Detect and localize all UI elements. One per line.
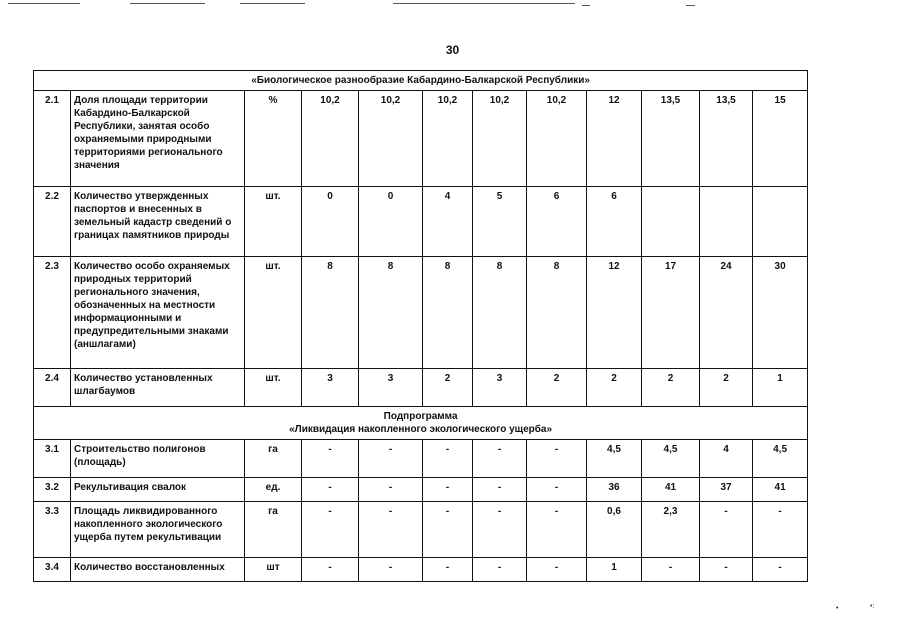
indicator-name: Строительство полигонов (площадь) <box>71 440 245 478</box>
value-cell: 15 <box>753 91 808 187</box>
value-cell: 2 <box>527 369 587 407</box>
scan-artifact-line <box>393 3 575 4</box>
value-cell: 13,5 <box>700 91 753 187</box>
row-number: 3.1 <box>34 440 71 478</box>
value-cell <box>700 187 753 257</box>
value-cell: - <box>302 558 359 582</box>
value-cell: 6 <box>527 187 587 257</box>
value-cell: - <box>302 502 359 558</box>
value-cell: - <box>527 478 587 502</box>
scan-artifact-line <box>130 3 205 4</box>
value-cell: 4 <box>423 187 473 257</box>
value-cell: 10,2 <box>527 91 587 187</box>
value-cell: 41 <box>642 478 700 502</box>
value-cell: 2,3 <box>642 502 700 558</box>
value-cell: - <box>700 502 753 558</box>
indicator-name: Количество особо охраняемых природных территорий регионального значения, обозначенных на местности информационными и предупредительными знаками (аншлагами) <box>71 257 245 369</box>
value-cell: 3 <box>302 369 359 407</box>
value-cell: 2 <box>423 369 473 407</box>
value-cell: - <box>302 440 359 478</box>
scan-artifact-line <box>240 3 305 4</box>
value-cell: 10,2 <box>423 91 473 187</box>
row-number: 2.4 <box>34 369 71 407</box>
table-row <box>34 257 808 369</box>
value-cell: 5 <box>473 187 527 257</box>
value-cell: - <box>423 478 473 502</box>
value-cell: 3 <box>473 369 527 407</box>
value-cell: 6 <box>587 187 642 257</box>
row-number: 3.3 <box>34 502 71 558</box>
scan-artifact-line <box>686 5 695 6</box>
row-number: 2.3 <box>34 257 71 369</box>
value-cell: 2 <box>700 369 753 407</box>
section-row <box>34 71 808 91</box>
value-cell: 4 <box>700 440 753 478</box>
table-body <box>34 71 808 582</box>
value-cell: - <box>423 558 473 582</box>
table-row <box>34 440 808 478</box>
value-cell: - <box>473 558 527 582</box>
value-cell: 37 <box>700 478 753 502</box>
indicator-name: Площадь ликвидированного накопленного экологического ущерба путем рекультивации <box>71 502 245 558</box>
value-cell <box>642 187 700 257</box>
value-cell: 0,6 <box>587 502 642 558</box>
scan-artifact-line <box>8 3 80 4</box>
unit-cell: шт. <box>245 257 302 369</box>
section-row <box>34 407 808 440</box>
subprogram-label: Подпрограмма <box>383 411 458 422</box>
value-cell: - <box>359 478 423 502</box>
value-cell: 8 <box>359 257 423 369</box>
unit-cell: шт. <box>245 369 302 407</box>
value-cell: - <box>359 440 423 478</box>
value-cell: 17 <box>642 257 700 369</box>
scan-mark: • <box>836 605 839 612</box>
value-cell: 4,5 <box>753 440 808 478</box>
scan-artifact-line <box>582 5 590 6</box>
unit-cell: ед. <box>245 478 302 502</box>
value-cell: - <box>753 502 808 558</box>
table-row <box>34 478 808 502</box>
value-cell: 2 <box>642 369 700 407</box>
section-header-cell <box>34 407 808 440</box>
unit-cell: га <box>245 440 302 478</box>
unit-cell: % <box>245 91 302 187</box>
value-cell <box>753 187 808 257</box>
value-cell: 30 <box>753 257 808 369</box>
value-cell: - <box>359 502 423 558</box>
value-cell: - <box>473 478 527 502</box>
value-cell: - <box>753 558 808 582</box>
value-cell: 4,5 <box>587 440 642 478</box>
row-number: 2.2 <box>34 187 71 257</box>
value-cell: 0 <box>302 187 359 257</box>
value-cell: 8 <box>527 257 587 369</box>
value-cell: 4,5 <box>642 440 700 478</box>
value-cell: 10,2 <box>359 91 423 187</box>
value-cell: 8 <box>473 257 527 369</box>
value-cell: - <box>527 558 587 582</box>
value-cell: 41 <box>753 478 808 502</box>
section-header-cell <box>34 71 808 91</box>
row-number: 2.1 <box>34 91 71 187</box>
table-row <box>34 187 808 257</box>
subprogram-title: «Ликвидация накопленного экологического ущерба» <box>289 424 553 435</box>
row-number: 3.2 <box>34 478 71 502</box>
value-cell: 8 <box>423 257 473 369</box>
value-cell: - <box>700 558 753 582</box>
indicator-name: Количество восстановленных <box>71 558 245 582</box>
unit-cell: га <box>245 502 302 558</box>
value-cell: - <box>642 558 700 582</box>
table-row <box>34 558 808 582</box>
value-cell: - <box>473 502 527 558</box>
value-cell: 13,5 <box>642 91 700 187</box>
value-cell: 36 <box>587 478 642 502</box>
indicators-table <box>33 70 808 582</box>
indicator-name: Количество установленных шлагбаумов <box>71 369 245 407</box>
value-cell: 10,2 <box>473 91 527 187</box>
value-cell: - <box>527 440 587 478</box>
value-cell: 12 <box>587 91 642 187</box>
value-cell: 12 <box>587 257 642 369</box>
value-cell: 10,2 <box>302 91 359 187</box>
row-number: 3.4 <box>34 558 71 582</box>
value-cell: - <box>527 502 587 558</box>
value-cell: 8 <box>302 257 359 369</box>
value-cell: - <box>423 440 473 478</box>
table-row <box>34 369 808 407</box>
value-cell: - <box>423 502 473 558</box>
value-cell: - <box>473 440 527 478</box>
value-cell: 24 <box>700 257 753 369</box>
page-number: 30 <box>445 43 460 57</box>
table-row <box>34 502 808 558</box>
value-cell: - <box>302 478 359 502</box>
indicator-name: Рекультивация свалок <box>71 478 245 502</box>
unit-cell: шт. <box>245 187 302 257</box>
value-cell: 1 <box>753 369 808 407</box>
value-cell: 3 <box>359 369 423 407</box>
value-cell: 0 <box>359 187 423 257</box>
indicator-name: Доля площади территории Кабардино-Балкарской Республики, занятая особо охраняемыми природными территориями регионального значения <box>71 91 245 187</box>
value-cell: 2 <box>587 369 642 407</box>
table-row <box>34 91 808 187</box>
scan-mark: •: <box>870 603 875 610</box>
value-cell: - <box>359 558 423 582</box>
unit-cell: шт <box>245 558 302 582</box>
indicator-name: Количество утвержденных паспортов и внесенных в земельный кадастр сведений о границах памятников природы <box>71 187 245 257</box>
section-title: «Биологическое разнообразие Кабардино-Балкарской Республики» <box>251 75 590 86</box>
value-cell: 1 <box>587 558 642 582</box>
